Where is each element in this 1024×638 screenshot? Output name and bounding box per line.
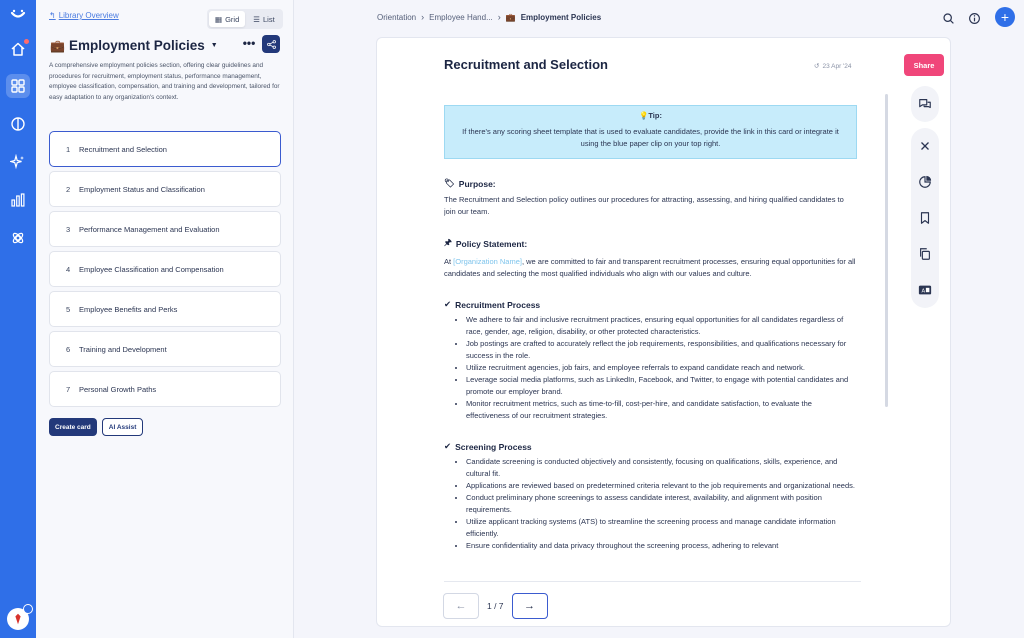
integrations-icon[interactable]: [6, 226, 30, 250]
list-view-button[interactable]: [247, 11, 280, 27]
pie-chart-icon[interactable]: [911, 164, 939, 200]
list-label: List: [263, 14, 275, 24]
app-rail: [0, 0, 36, 638]
purpose-text: The Recruitment and Selection policy outlines our procedures for attracting, assessing, and hiring qualified candidates to join our team.: [444, 195, 844, 216]
grid-view-button[interactable]: [209, 11, 245, 27]
info-icon[interactable]: [966, 10, 982, 26]
check-icon: ✔: [444, 299, 452, 309]
ai-assist-button[interactable]: AI Assist: [102, 418, 144, 436]
list-item: • Conduct preliminary phone screenings to assess candidate interest, availability, and alignment with position requirements.: [466, 492, 857, 516]
section-title[interactable]: [50, 38, 218, 53]
purpose-heading: [444, 178, 857, 189]
list-item: • Candidate screening is conducted objectively and consistently, focusing on qualifications, skills, experience, and cultural fit.: [466, 456, 857, 480]
sidebar-actions: [49, 418, 143, 436]
more-options-button[interactable]: •••: [242, 36, 256, 50]
scrollbar[interactable]: [885, 94, 888, 407]
card-label: Employee Benefits and Perks: [79, 304, 178, 314]
policy-heading: [444, 237, 857, 251]
pin-icon: 🖈: [444, 237, 452, 247]
date-text: 23 Apr '24: [822, 62, 852, 70]
card-number: 2: [66, 184, 71, 194]
recruitment-heading-text: Recruitment Process: [455, 299, 541, 310]
policy-text: [444, 256, 857, 280]
analytics-icon[interactable]: [6, 188, 30, 212]
organization-placeholder: [Organization Name]: [453, 257, 522, 266]
tip-box: [444, 105, 857, 159]
policy-heading-text: Policy Statement:: [455, 239, 528, 249]
screening-list: [444, 456, 857, 552]
prev-page-button[interactable]: ←: [443, 593, 479, 619]
document-title: Recruitment and Selection: [444, 57, 608, 72]
list-item: • Leverage social media platforms, such as LinkedIn, Facebook, and Twitter, to engage with potential candidates and promote our employer brand.: [466, 374, 857, 398]
card-number: 7: [66, 384, 71, 394]
next-page-button[interactable]: →: [512, 593, 548, 619]
search-icon[interactable]: [940, 10, 956, 26]
briefcase-icon: 💼: [505, 12, 516, 22]
sparkle-icon[interactable]: [6, 150, 30, 174]
list-item: • We adhere to fair and inclusive recruitment practices, ensuring equal opportunities for all candidates regardless of race, gender, age, religion, disability, or other protected characteristics.: [466, 314, 857, 338]
card-label: Recruitment and Selection: [79, 144, 167, 154]
pager: [443, 593, 548, 619]
recruitment-list: [444, 314, 857, 422]
screening-heading: [444, 441, 857, 452]
card-item[interactable]: [49, 251, 281, 287]
policy-prefix: At: [444, 257, 454, 266]
chevron-right-icon: ›: [421, 12, 425, 22]
list-item: • Monitor recruitment metrics, such as time-to-fill, cost-per-hire, and candidate satisfaction, to evaluate the effectiveness of our recruitment strategies.: [466, 398, 857, 422]
translate-icon[interactable]: [911, 272, 939, 308]
card-item[interactable]: [49, 331, 281, 367]
grid-label: Grid: [225, 14, 240, 24]
back-arrow-icon: ↰: [49, 11, 56, 20]
section-description: A comprehensive employment policies section, offering clear guidelines and procedures for recruitment, employment status, performance management, employee classification, compensation, and training and development, tailored for easy adaptation to any organization's context.: [49, 62, 280, 101]
card-number: 5: [66, 304, 71, 314]
card-item[interactable]: [49, 171, 281, 207]
card-number: 4: [66, 264, 71, 274]
list-item: • Utilize recruitment agencies, job fairs, and employee referrals to expand candidate reach and network.: [466, 362, 857, 374]
breadcrumb-employee-handbook[interactable]: Employee Hand...: [429, 12, 493, 22]
card-item[interactable]: [49, 371, 281, 407]
card-number: 3: [66, 224, 71, 234]
create-card-button[interactable]: Create card: [49, 418, 97, 436]
screening-heading-text: Screening Process: [455, 441, 532, 452]
tip-body: If there's any scoring sheet template that is used to evaluate candidates, provide the link in this card or integrate it using the blue paper clip on your top right.: [462, 127, 839, 148]
document-content: [444, 104, 857, 581]
list-item: • Job postings are crafted to accurately reflect the job requirements, responsibilities, and qualifications necessary for success in the role.: [466, 338, 857, 362]
library-sidebar: [36, 0, 294, 638]
recruitment-heading: [444, 299, 857, 310]
add-icon[interactable]: +: [995, 7, 1015, 27]
page-indicator: 1 / 7: [487, 601, 504, 611]
card-item[interactable]: [49, 131, 281, 167]
footer-divider: [444, 581, 861, 582]
list-item: • Utilize applicant tracking systems (ATS) to streamline the screening process and manage candidate information efficiently.: [466, 516, 857, 540]
history-icon: ↺: [814, 63, 820, 70]
breadcrumb-orientation[interactable]: Orientation: [377, 12, 417, 22]
card-item[interactable]: [49, 291, 281, 327]
settings-gear-icon[interactable]: [23, 604, 33, 614]
close-icon[interactable]: [911, 128, 939, 164]
policy-rest: , we are committed to fair and transparent recruitment processes, ensuring equal opportunities for all candidates and selecting the most qualified individuals who align with our values and culture.: [444, 257, 856, 278]
card-label: Employment Status and Classification: [79, 184, 205, 194]
comments-icon[interactable]: [911, 86, 939, 122]
document-date: [814, 62, 852, 70]
view-toggle: [207, 9, 283, 29]
library-grid-icon[interactable]: [6, 74, 30, 98]
user-avatar[interactable]: [7, 608, 29, 630]
card-number: 1: [66, 144, 71, 154]
bookmark-icon[interactable]: [911, 200, 939, 236]
copy-icon[interactable]: [911, 236, 939, 272]
chevron-right-icon: ›: [497, 12, 501, 22]
check-icon: ✔: [444, 441, 452, 451]
section-title-text: Employment Policies: [68, 38, 205, 53]
tools-group: [911, 128, 939, 308]
card-number: 6: [66, 344, 71, 354]
logo-icon[interactable]: [6, 4, 30, 28]
tag-icon: 🏷: [444, 178, 455, 188]
library-overview-label: Library Overview: [58, 11, 119, 20]
home-icon[interactable]: [6, 37, 30, 61]
breadcrumb-current[interactable]: Employment Policies: [520, 12, 602, 22]
card-label: Performance Management and Evaluation: [79, 224, 220, 234]
list-icon: ☰: [253, 14, 260, 24]
compass-icon[interactable]: [6, 112, 30, 136]
svg-text:A: A: [921, 288, 926, 295]
share-nodes-icon: [266, 39, 277, 50]
tip-label: 💡Tip:: [639, 111, 662, 120]
share-button[interactable]: Share: [904, 54, 944, 76]
card-label: Training and Development: [79, 344, 167, 354]
share-section-button[interactable]: [262, 35, 280, 53]
content-fade: [444, 557, 857, 581]
list-item: • Ensure confidentiality and data privacy throughout the screening process, adhering to relevant: [466, 540, 857, 552]
card-label: Employee Classification and Compensation: [79, 264, 224, 274]
briefcase-icon: 💼: [50, 38, 65, 53]
right-toolbar: [899, 37, 951, 627]
purpose-heading-text: Purpose:: [458, 178, 496, 189]
comments-group: [911, 86, 939, 122]
card-item[interactable]: [49, 211, 281, 247]
library-overview-link[interactable]: [49, 11, 119, 20]
grid-icon: ▦: [215, 14, 223, 24]
breadcrumb: [377, 12, 601, 22]
card-list: [49, 131, 281, 411]
notification-dot: [24, 39, 29, 44]
document-panel: [376, 37, 900, 627]
list-item: • Applications are reviewed based on predetermined criteria relevant to the job requirements and organizational needs.: [466, 480, 857, 492]
card-label: Personal Growth Paths: [79, 384, 157, 394]
caret-down-icon: ▼: [210, 42, 218, 49]
